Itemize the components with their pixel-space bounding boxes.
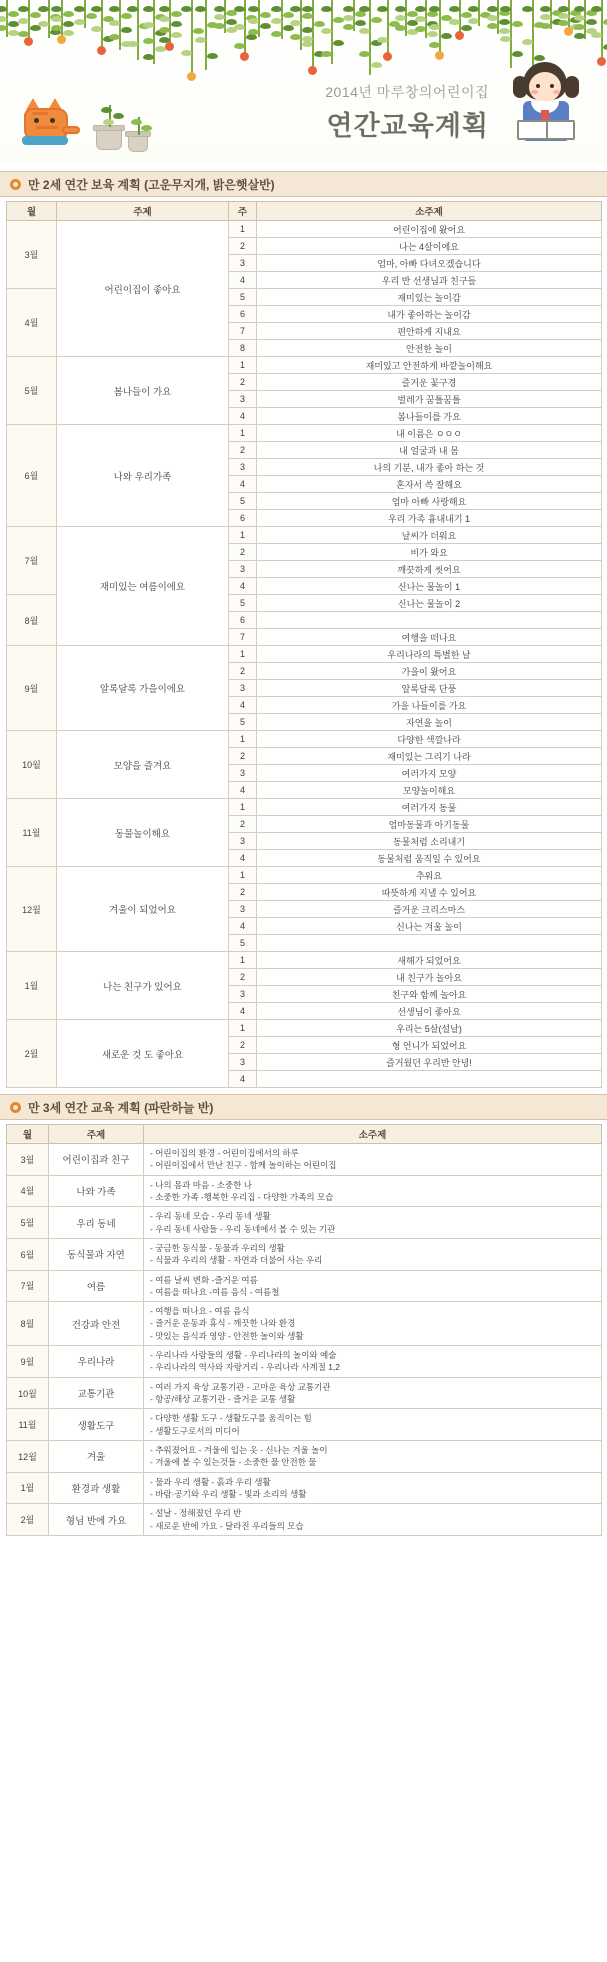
cell-subtheme: 여행을 떠나요: [257, 629, 602, 646]
cell-subtheme: - 여행을 떠나요 - 여름 음식 - 즐거운 운동과 휴식 - 깨끗한 나와 환경 - 맛있는 음식과 영양 - 안전한 놀이와 생활: [144, 1302, 602, 1346]
table-row: [7, 1377, 602, 1409]
cell-subtheme: 엄마, 아빠 다녀오겠습니다: [257, 255, 602, 272]
cell-subtheme: [257, 935, 602, 952]
cell-subtheme: 우리 가족 흉내내기 1: [257, 510, 602, 527]
col-theme: 주제: [57, 202, 229, 221]
footer-space: [0, 1536, 607, 1550]
cell-subtheme: 다양한 색깔나라: [257, 731, 602, 748]
table-row: [7, 1302, 602, 1346]
cell-subtheme: 모양놀이해요: [257, 782, 602, 799]
cell-month: 11월: [7, 799, 57, 867]
table-row: [7, 1504, 602, 1536]
cell-subtheme: 재미있고 안전하게 바깥놀이해요: [257, 357, 602, 374]
table-row: [7, 221, 602, 238]
cell-week: 3: [229, 901, 257, 918]
cell-subtheme: 여러가지 모양: [257, 765, 602, 782]
cell-subtheme: 재미있는 놀이감: [257, 289, 602, 306]
cell-week: 1: [229, 527, 257, 544]
cell-month: 7월: [7, 527, 57, 595]
table-header-row: [7, 202, 602, 221]
cell-month: 12월: [7, 867, 57, 952]
table-row: [7, 1440, 602, 1472]
cell-subtheme: - 설날 - 정해졌던 우리 반 - 새로운 반에 가요 - 달라진 우리들의 모습: [144, 1504, 602, 1536]
cell-week: 5: [229, 493, 257, 510]
cell-week: 4: [229, 850, 257, 867]
col-month: 월: [7, 202, 57, 221]
table-row: [7, 425, 602, 442]
cell-week: 2: [229, 374, 257, 391]
cell-week: 1: [229, 867, 257, 884]
cell-week: 4: [229, 1003, 257, 1020]
cell-week: 3: [229, 1054, 257, 1071]
cell-subtheme: 혼자서 쓱 잘해요: [257, 476, 602, 493]
cell-week: 3: [229, 986, 257, 1003]
cell-week: 6: [229, 510, 257, 527]
cell-subtheme: 벌레가 꿈틀꿈틀: [257, 391, 602, 408]
cell-week: 8: [229, 340, 257, 357]
cell-subtheme: - 여러 가지 육상 교통기관 - 고마운 육상 교통기관 - 항공/해상 교통기관 - 즐거운 교통 생활: [144, 1377, 602, 1409]
cell-week: 5: [229, 714, 257, 731]
cell-month: 3월: [7, 1144, 49, 1176]
cell-month: 11월: [7, 1409, 49, 1441]
cell-theme: 우리나라: [49, 1346, 144, 1378]
table-row: [7, 799, 602, 816]
cell-subtheme: 재미있는 그리기 나라: [257, 748, 602, 765]
cell-subtheme: 나의 기분, 내가 좋아 하는 것: [257, 459, 602, 476]
cell-subtheme: 어린이집에 왔어요: [257, 221, 602, 238]
col-week: 주: [229, 202, 257, 221]
cat-icon: [18, 96, 80, 152]
cell-week: 4: [229, 272, 257, 289]
cell-subtheme: - 다양한 생활 도구 - 생활도구를 움직이는 힘 - 생활도구로서의 미디어: [144, 1409, 602, 1441]
cell-month: 10월: [7, 731, 57, 799]
cell-subtheme: 자연을 놀이: [257, 714, 602, 731]
cell-subtheme: 즐거운 꽃구경: [257, 374, 602, 391]
cell-subtheme: 알록달록 단풍: [257, 680, 602, 697]
cell-theme: 나와 가족: [49, 1175, 144, 1207]
cell-week: 4: [229, 1071, 257, 1088]
cell-week: 4: [229, 918, 257, 935]
cell-month: 5월: [7, 357, 57, 425]
cell-theme: 교통기관: [49, 1377, 144, 1409]
cell-subtheme: 즐거웠던 우리반 안녕!: [257, 1054, 602, 1071]
cell-week: 1: [229, 799, 257, 816]
cell-theme: 여름: [49, 1270, 144, 1302]
cell-week: 3: [229, 680, 257, 697]
cell-theme: 재미있는 여름이에요: [57, 527, 229, 646]
circle-bullet-icon: [10, 1102, 21, 1113]
cell-week: 2: [229, 544, 257, 561]
cell-week: 4: [229, 697, 257, 714]
cell-theme: 봄나들이 가요: [57, 357, 229, 425]
cell-week: 2: [229, 663, 257, 680]
cell-subtheme: 형 언니가 되었어요: [257, 1037, 602, 1054]
cell-subtheme: - 우리나라 사람들의 생활 - 우리나라의 놀이와 예술 - 우리나라의 역사와 자랑거리 - 우리나라 사계절 1,2: [144, 1346, 602, 1378]
plant-pot-small-icon: [128, 136, 148, 152]
cell-subtheme: 새해가 되었어요: [257, 952, 602, 969]
cell-week: 3: [229, 391, 257, 408]
cell-theme: 동물놀이해요: [57, 799, 229, 867]
cell-month: 10월: [7, 1377, 49, 1409]
cell-month: 2월: [7, 1020, 57, 1088]
cell-week: 3: [229, 561, 257, 578]
cell-subtheme: - 궁금한 동식물 - 동물과 우리의 생활 - 식물과 우리의 생활 - 자연과 더불어 사는 우리: [144, 1238, 602, 1270]
cell-subtheme: - 어린이집의 환경 - 어린이집에서의 하루 - 어린이집에서 만난 친구 - 함께 놀이하는 어린이집: [144, 1144, 602, 1176]
cell-subtheme: 추워요: [257, 867, 602, 884]
cell-month: 5월: [7, 1207, 49, 1239]
page-title: 연간교육계획: [326, 111, 489, 141]
cell-subtheme: 내 이름은 ㅇㅇㅇ: [257, 425, 602, 442]
cell-theme: 겨울이 되었어요: [57, 867, 229, 952]
table-row: [7, 1175, 602, 1207]
table-header-row: [7, 1125, 602, 1144]
col-month: 월: [7, 1125, 49, 1144]
cell-week: 2: [229, 1037, 257, 1054]
table-row: [7, 527, 602, 544]
cell-month: 6월: [7, 1238, 49, 1270]
cell-month: 4월: [7, 1175, 49, 1207]
cell-subtheme: 엄마 아빠 사랑해요: [257, 493, 602, 510]
cell-theme: 형님 반에 가요: [49, 1504, 144, 1536]
cell-subtheme: 동물처럼 움직일 수 있어요: [257, 850, 602, 867]
cell-subtheme: 내 친구가 놀아요: [257, 969, 602, 986]
cell-subtheme: 동물처럼 소리내기: [257, 833, 602, 850]
cell-week: 5: [229, 289, 257, 306]
circle-bullet-icon: [10, 179, 21, 190]
cell-theme: 우리 동네: [49, 1207, 144, 1239]
cell-week: 3: [229, 255, 257, 272]
table-age3-plan: [6, 1124, 602, 1536]
table-row: [7, 357, 602, 374]
cell-week: 6: [229, 306, 257, 323]
cell-theme: 동식물과 자연: [49, 1238, 144, 1270]
cell-week: 2: [229, 969, 257, 986]
cell-subtheme: 가을이 왔어요: [257, 663, 602, 680]
cell-subtheme: 깨끗하게 씻어요: [257, 561, 602, 578]
cell-week: 1: [229, 952, 257, 969]
cell-subtheme: - 나의 몸과 마음 - 소중한 나 - 소중한 가족 -행복한 우리집 - 다양한 가족의 모습: [144, 1175, 602, 1207]
cell-theme: 어린이집이 좋아요: [57, 221, 229, 357]
cell-week: 2: [229, 238, 257, 255]
cell-subtheme: 날씨가 더워요: [257, 527, 602, 544]
cell-subtheme: 내 얼굴과 내 몸: [257, 442, 602, 459]
cell-month: 6월: [7, 425, 57, 527]
cell-week: 2: [229, 442, 257, 459]
cell-week: 3: [229, 765, 257, 782]
table-row: [7, 646, 602, 663]
table-age2-plan: [6, 201, 602, 1088]
cell-subtheme: [257, 1071, 602, 1088]
cell-subtheme: 편안하게 지내요: [257, 323, 602, 340]
cell-theme: 생활도구: [49, 1409, 144, 1441]
section-title-age2: 만 2세 연간 보육 계획 (고운무지개, 밝은햇살반): [28, 177, 275, 192]
col-theme: 주제: [49, 1125, 144, 1144]
cell-week: 4: [229, 578, 257, 595]
cell-theme: 모양을 즐겨요: [57, 731, 229, 799]
cell-week: 1: [229, 646, 257, 663]
cell-week: 2: [229, 884, 257, 901]
cell-week: 3: [229, 459, 257, 476]
girl-reading-icon: [503, 58, 589, 154]
cell-subtheme: 가을 나들이를 가요: [257, 697, 602, 714]
cell-subtheme: 내가 좋아하는 놀이감: [257, 306, 602, 323]
cell-theme: 알록달록 가을이에요: [57, 646, 229, 731]
cell-month: 1월: [7, 1472, 49, 1504]
cell-subtheme: 친구와 함께 놀아요: [257, 986, 602, 1003]
cell-week: 2: [229, 816, 257, 833]
cell-subtheme: 우리는 5살(설날): [257, 1020, 602, 1037]
cell-week: 5: [229, 595, 257, 612]
cell-week: 7: [229, 323, 257, 340]
table-row: [7, 731, 602, 748]
cell-subtheme: 봄나들이를 가요: [257, 408, 602, 425]
cell-subtheme: 안전한 놀이: [257, 340, 602, 357]
cell-month: 2월: [7, 1504, 49, 1536]
table-row: [7, 1409, 602, 1441]
cell-subtheme: - 추워졌어요 - 겨울에 입는 옷 - 신나는 겨울 놀이 - 겨울에 볼 수 있는것들 - 소중한 물 안전한 물: [144, 1440, 602, 1472]
cell-subtheme: 우리 반 선생님과 친구들: [257, 272, 602, 289]
header-banner: [0, 0, 607, 165]
section-header-age2: [0, 171, 607, 197]
cell-subtheme: - 여름 날씨 변화 -즐거운 여름 - 여름을 떠나요 -여름 음식 - 여름철: [144, 1270, 602, 1302]
cell-week: 1: [229, 731, 257, 748]
plant-pot-icon: [96, 130, 122, 150]
cell-subtheme: 선생님이 좋아요: [257, 1003, 602, 1020]
cell-week: 6: [229, 612, 257, 629]
cell-week: 4: [229, 782, 257, 799]
cell-theme: 건강과 안전: [49, 1302, 144, 1346]
cell-subtheme: 여러가지 동물: [257, 799, 602, 816]
cell-week: 1: [229, 425, 257, 442]
cell-subtheme: - 물과 우리 생활 - 흙과 우리 생활 - 바람·공기와 우리 생활 - 빛과 소리의 생활: [144, 1472, 602, 1504]
table-row: [7, 867, 602, 884]
cell-subtheme: 즐거운 크리스마스: [257, 901, 602, 918]
cell-subtheme: 따뜻하게 지낼 수 있어요: [257, 884, 602, 901]
cell-theme: 환경과 생활: [49, 1472, 144, 1504]
cell-subtheme: 신나는 겨울 놀이: [257, 918, 602, 935]
table-row: [7, 1270, 602, 1302]
table-row: [7, 1346, 602, 1378]
cell-subtheme: [257, 612, 602, 629]
cell-week: 1: [229, 1020, 257, 1037]
table-row: [7, 1020, 602, 1037]
cell-week: 1: [229, 357, 257, 374]
cell-week: 7: [229, 629, 257, 646]
cell-month: 12월: [7, 1440, 49, 1472]
table-row: [7, 1472, 602, 1504]
cell-theme: 어린이집과 친구: [49, 1144, 144, 1176]
cell-month: 9월: [7, 1346, 49, 1378]
table-row: [7, 1144, 602, 1176]
banner-title-block: [325, 82, 489, 143]
cell-month: 1월: [7, 952, 57, 1020]
col-subtheme: 소주제: [257, 202, 602, 221]
cell-subtheme: 나는 4살이에요: [257, 238, 602, 255]
cell-month: 4월: [7, 289, 57, 357]
section-title-age3: 만 3세 연간 교육 계획 (파란하늘 반): [28, 1100, 214, 1115]
col-subtheme: 소주제: [144, 1125, 602, 1144]
cell-theme: 나와 우리가족: [57, 425, 229, 527]
cell-week: 3: [229, 833, 257, 850]
cell-week: 5: [229, 935, 257, 952]
banner-year: 2014년 마루창의어린이집: [325, 84, 489, 100]
cell-subtheme: 신나는 물놀이 2: [257, 595, 602, 612]
cell-subtheme: 신나는 물놀이 1: [257, 578, 602, 595]
cell-week: 1: [229, 221, 257, 238]
cell-theme: 나는 친구가 있어요: [57, 952, 229, 1020]
cell-month: 7월: [7, 1270, 49, 1302]
cell-theme: 겨울: [49, 1440, 144, 1472]
cell-subtheme: 비가 와요: [257, 544, 602, 561]
cell-month: 8월: [7, 1302, 49, 1346]
cell-week: 2: [229, 748, 257, 765]
cell-subtheme: - 우리 동네 모습 - 우리 동네 생활 - 우리 동네 사람들 - 우리 동네에서 볼 수 있는 기관: [144, 1207, 602, 1239]
cell-subtheme: 우리나라의 특별한 날: [257, 646, 602, 663]
cell-month: 9월: [7, 646, 57, 731]
cell-theme: 새로운 것 도 좋아요: [57, 1020, 229, 1088]
cell-week: 4: [229, 476, 257, 493]
table-row: [7, 952, 602, 969]
cell-week: 4: [229, 408, 257, 425]
cell-month: 8월: [7, 595, 57, 646]
section-header-age3: [0, 1094, 607, 1120]
table-row: [7, 1207, 602, 1239]
cell-month: 3월: [7, 221, 57, 289]
table-row: [7, 1238, 602, 1270]
cell-subtheme: 엄마동물과 아기동물: [257, 816, 602, 833]
